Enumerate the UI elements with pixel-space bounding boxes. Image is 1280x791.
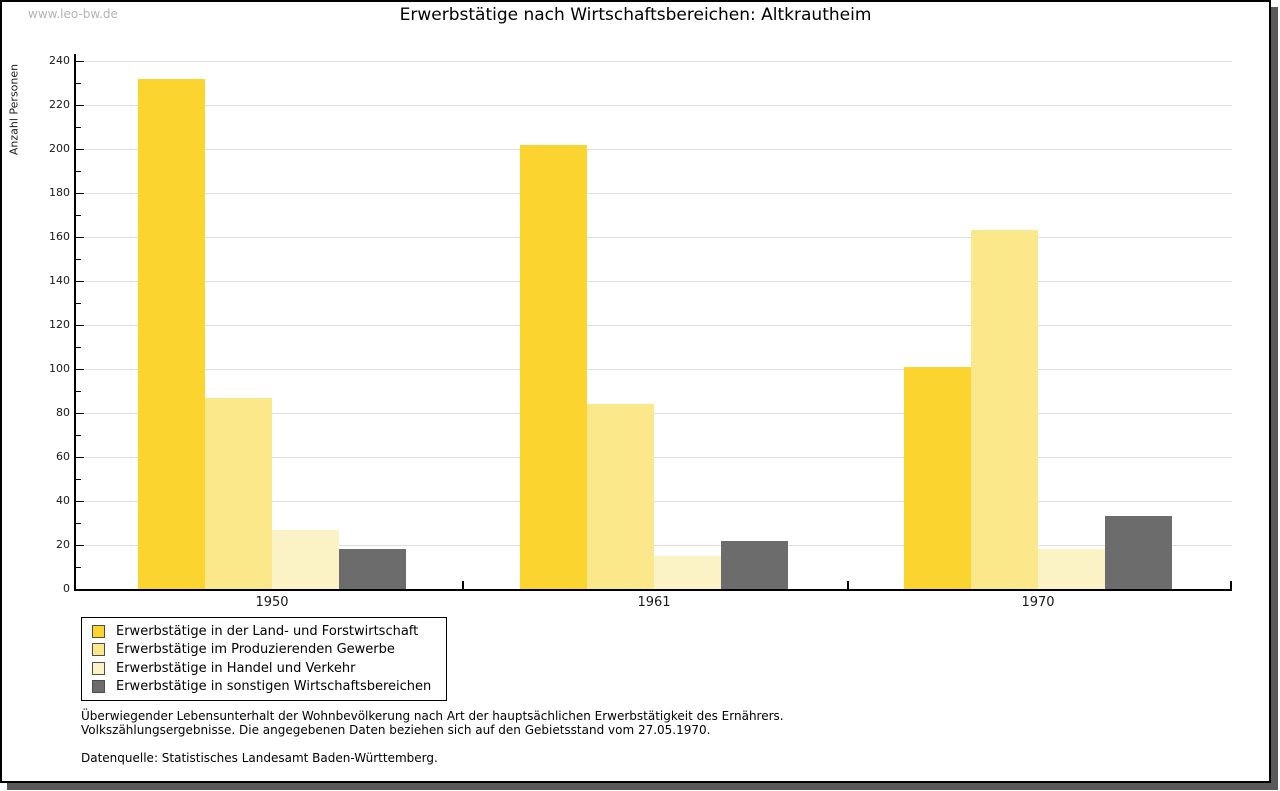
gridline-180 bbox=[76, 193, 1232, 194]
footnote-line-1: Überwiegender Lebensunterhalt der Wohnbevölkerung nach Art der hauptsächlichen Erwerbstätigkeit des Ernährers. bbox=[81, 709, 784, 723]
y-minor-tick-10 bbox=[76, 567, 81, 568]
bar-1970-series-4 bbox=[1105, 516, 1172, 589]
legend-swatch-3 bbox=[92, 662, 105, 675]
bar-1950-series-3 bbox=[272, 530, 339, 589]
bar-1970-series-2 bbox=[971, 230, 1038, 589]
footnote-block bbox=[81, 710, 784, 766]
y-axis-tick-label: 0 bbox=[63, 582, 70, 595]
y-minor-tick-70 bbox=[76, 435, 81, 436]
legend-item-2 bbox=[88, 641, 440, 660]
y-tick-220 bbox=[76, 105, 84, 106]
y-tick-20 bbox=[76, 545, 84, 546]
legend-box bbox=[81, 617, 447, 701]
y-tick-80 bbox=[76, 413, 84, 414]
y-tick-100 bbox=[76, 369, 84, 370]
plot-area bbox=[76, 61, 1232, 589]
data-source: Datenquelle: Statistisches Landesamt Baden-Württemberg. bbox=[81, 751, 438, 765]
y-axis-tick-label: 240 bbox=[49, 54, 70, 67]
y-axis-line bbox=[74, 54, 76, 591]
y-minor-tick-90 bbox=[76, 391, 81, 392]
y-axis-tick-label: 120 bbox=[49, 318, 70, 331]
y-axis-tick-label: 80 bbox=[56, 406, 70, 419]
y-axis-tick-label: 220 bbox=[49, 98, 70, 111]
x-axis-label-1961: 1961 bbox=[637, 595, 671, 610]
y-minor-tick-170 bbox=[76, 215, 81, 216]
y-axis-tick-label: 60 bbox=[56, 450, 70, 463]
y-minor-tick-230 bbox=[76, 83, 81, 84]
legend-item-4 bbox=[88, 678, 440, 697]
legend-swatch-2 bbox=[92, 643, 105, 656]
y-tick-120 bbox=[76, 325, 84, 326]
x-axis-line bbox=[74, 589, 1232, 591]
gridline-160 bbox=[76, 237, 1232, 238]
legend-label-1: Erwerbstätige in der Land- und Forstwirtschaft bbox=[116, 623, 419, 639]
y-minor-tick-150 bbox=[76, 259, 81, 260]
bar-1961-series-4 bbox=[721, 541, 788, 589]
footnote-line-2: Volkszählungsergebnisse. Die angegebenen Daten beziehen sich auf den Gebietsstand vom 27.05.1970. bbox=[81, 722, 711, 737]
x-boundary-tick-1 bbox=[462, 581, 464, 589]
y-axis-tick-label: 180 bbox=[49, 186, 70, 199]
gridline-240 bbox=[76, 61, 1232, 62]
gridline-140 bbox=[76, 281, 1232, 282]
x-boundary-tick-3 bbox=[1230, 581, 1232, 589]
legend-label-3: Erwerbstätige in Handel und Verkehr bbox=[116, 660, 356, 676]
x-boundary-tick-2 bbox=[847, 581, 849, 589]
bar-1970-series-1 bbox=[904, 367, 971, 589]
gridline-120 bbox=[76, 325, 1232, 326]
y-tick-160 bbox=[76, 237, 84, 238]
gridline-100 bbox=[76, 369, 1232, 370]
y-axis-tick-label: 160 bbox=[49, 230, 70, 243]
y-axis-tick-label: 100 bbox=[49, 362, 70, 375]
y-minor-tick-30 bbox=[76, 523, 81, 524]
legend-swatch-4 bbox=[92, 680, 105, 693]
legend-item-1 bbox=[88, 622, 440, 641]
bar-1961-series-3 bbox=[654, 556, 721, 589]
x-axis-label-1950: 1950 bbox=[255, 595, 289, 610]
chart-title: Erwerbstätige nach Wirtschaftsbereichen: Altkrautheim bbox=[399, 5, 872, 25]
y-minor-tick-50 bbox=[76, 479, 81, 480]
gridline-200 bbox=[76, 149, 1232, 150]
legend-swatch-1 bbox=[92, 625, 105, 638]
legend-label-4: Erwerbstätige in sonstigen Wirtschaftsbereichen bbox=[116, 679, 432, 695]
y-tick-40 bbox=[76, 501, 84, 502]
y-axis-title: Anzahl Personen bbox=[7, 63, 21, 156]
bar-1950-series-4 bbox=[339, 549, 406, 589]
y-tick-240 bbox=[76, 61, 84, 62]
y-tick-200 bbox=[76, 149, 84, 150]
y-tick-180 bbox=[76, 193, 84, 194]
watermark: www.leo-bw.de bbox=[28, 7, 118, 21]
y-minor-tick-130 bbox=[76, 303, 81, 304]
y-axis-tick-label: 200 bbox=[49, 142, 70, 155]
legend-item-3 bbox=[88, 659, 440, 678]
y-axis-tick-label: 140 bbox=[49, 274, 70, 287]
gridline-220 bbox=[76, 105, 1232, 106]
bar-1961-series-2 bbox=[587, 404, 654, 589]
bar-1961-series-1 bbox=[520, 145, 587, 589]
y-tick-140 bbox=[76, 281, 84, 282]
bar-1950-series-1 bbox=[138, 79, 205, 589]
y-axis-tick-label: 40 bbox=[56, 494, 70, 507]
y-minor-tick-190 bbox=[76, 171, 81, 172]
y-minor-tick-210 bbox=[76, 127, 81, 128]
y-minor-tick-110 bbox=[76, 347, 81, 348]
bar-1970-series-3 bbox=[1038, 549, 1105, 589]
legend-label-2: Erwerbstätige im Produzierenden Gewerbe bbox=[116, 642, 395, 658]
y-axis-tick-label: 20 bbox=[56, 538, 70, 551]
x-axis-label-1970: 1970 bbox=[1021, 595, 1055, 610]
y-tick-60 bbox=[76, 457, 84, 458]
bar-1950-series-2 bbox=[205, 398, 272, 589]
